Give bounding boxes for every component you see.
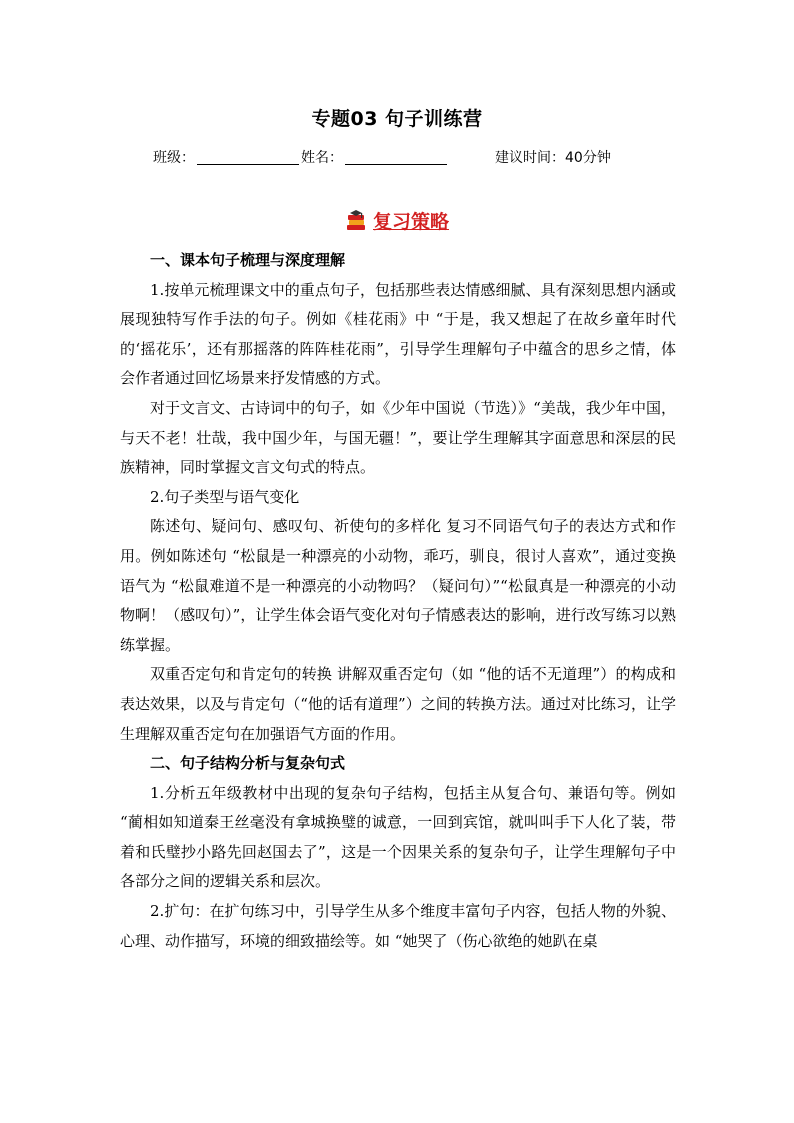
strategy-title: 复习策略 [372,211,449,233]
paragraph: 陈述句、疑问句、感叹句、祈使句的多样化 复习不同语气句子的表达方式和作用。例如陈述句 “松鼠是一种漂亮的小动物，乖巧，驯良，很讨人喜欢”，通过变换语气为 “松鼠难道不是一种漂亮的小动物吗？（疑问句）”“松鼠真是一种漂亮的小动物啊！（感叹句）”，让学生体会语气变化对句子情感表达的影响，进行改写练习以熟练掌握。 [120,517,676,654]
class-label: 班级： [153,150,195,166]
paragraph: 1.分析五年级教材中出现的复杂句子结构，包括主从复合句、兼语句等。例如 “蔺相如知道秦王丝毫没有拿城换璧的诚意，一回到宾馆，就叫叫手下人化了装，带着和氏璧抄小路先回赵国去了”，这是一个因果关系的复杂句子，让学生理解句子中各部分之间的逻辑关系和层次。 [120,783,676,891]
review-strategy-heading [0,207,794,236]
paragraph: 2.扩句：在扩句练习中，引导学生从多个维度丰富句子内容，包括人物的外貌、心理、动作描写，环境的细致描绘等。如 “她哭了（伤心欲绝的她趴在桌 [120,902,676,950]
paragraph: 1.按单元梳理课文中的重点句子，包括那些表达情感细腻、具有深刻思想内涵或展现独特写作手法的句子。例如《桂花雨》中 “于是，我又想起了在故乡童年时代的‘摇花乐’，还有那摇落的阵阵桂花雨”，引导学生理解句子中蕴含的思乡之情，体会作者通过回忆场景来抒发情感的方式。 [120,280,676,388]
paragraph: 对于文言文、古诗词中的句子，如《少年中国说（节选）》“美哉，我少年中国，与天不老！壮哉，我中国少年，与国无疆！”，要让学生理解其字面意思和深层的民族精神，同时掌握文言文句式的特点。 [120,398,676,477]
student-info-line [153,147,611,167]
page-title: 专题03 句子训练营 [311,108,483,130]
name-blank[interactable] [345,150,447,165]
paragraph: 双重否定句和肯定句的转换 讲解双重否定句（如 “他的话不无道理”）的构成和表达效果，以及与肯定句（“他的话有道理”）之间的转换方法。通过对比练习，让学生理解双重否定句在加强语气方面的作用。 [120,665,676,743]
suggested-time: 建议时间：40分钟 [495,150,611,166]
main-content [120,246,676,956]
name-label: 姓名： [301,150,343,166]
section-heading: 二、句子结构分析与复杂句式 [150,754,346,773]
class-blank[interactable] [197,150,299,165]
paragraph: 2.句子类型与语气变化 [150,487,300,506]
books-icon [345,210,367,236]
section-heading: 一、课本句子梳理与深度理解 [150,251,346,269]
